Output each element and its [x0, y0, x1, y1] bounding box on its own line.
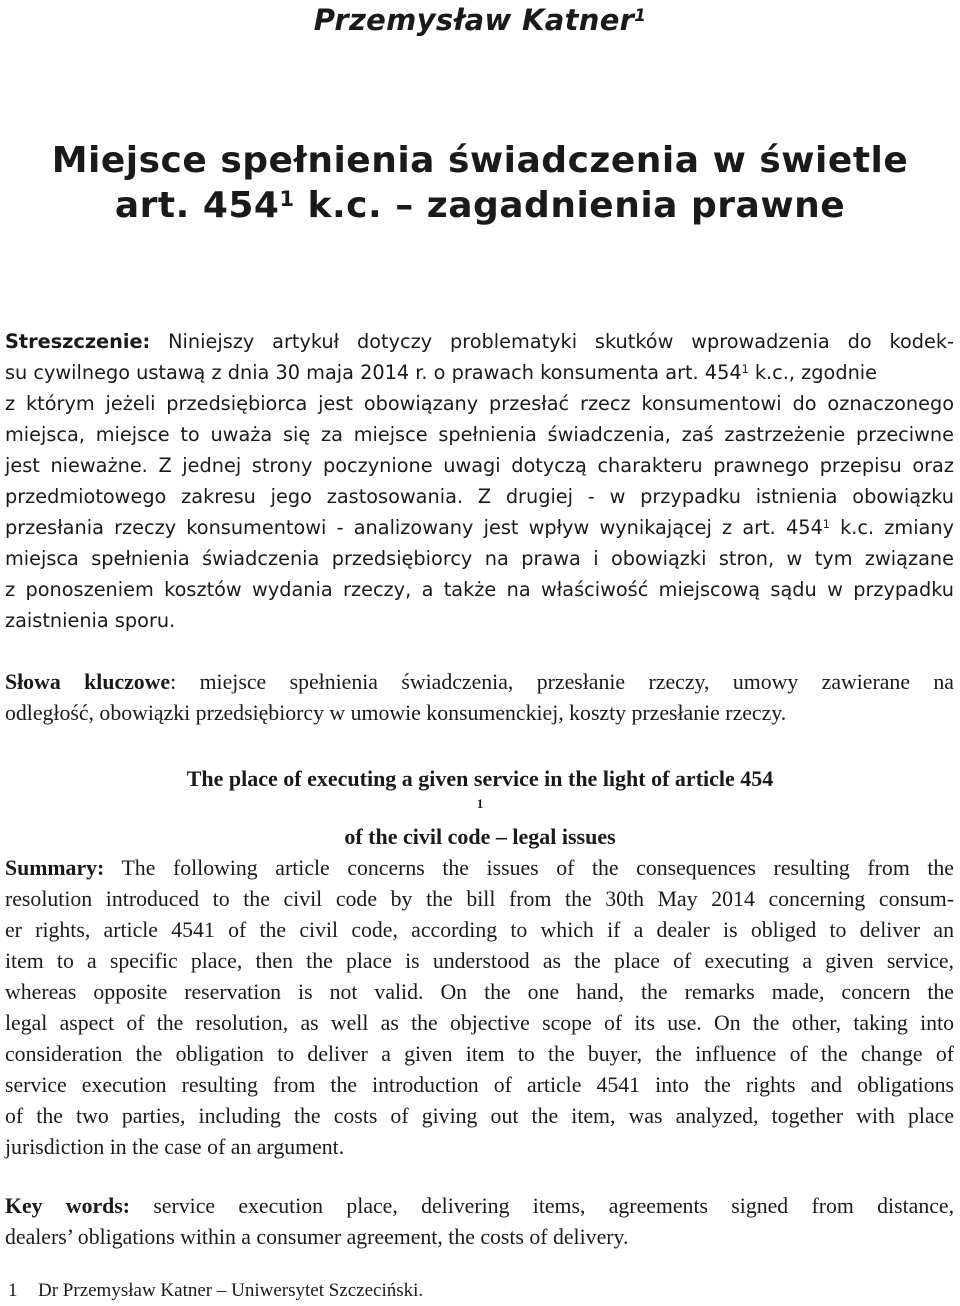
keywords-pl-text: : miejsce spełnienia świadczenia, przesłanie rzeczy, umowy zawierane na — [170, 670, 954, 694]
abstract-pl-sup: 1 — [741, 362, 749, 376]
summary-en-label: Summary: — [5, 856, 105, 880]
summary-en-line: whereas opposite reservation is not valid. On the one hand, the remarks made, concern the — [5, 980, 954, 1004]
article-title-pl-line-2 — [0, 183, 960, 228]
author-footnote-mark: 1 — [634, 4, 647, 25]
abstract-pl-line: z którym jeżeli przedsiębiorca jest obowiązany przesłać rzecz konsumentowi do oznaczonego — [5, 392, 954, 415]
article-title-pl — [0, 138, 960, 228]
abstract-pl-text: k.c. zmiany — [840, 516, 954, 539]
author-name — [0, 2, 960, 38]
summary-en-line: service execution resulting from the introduction of article 4541 into the rights and obligations — [5, 1073, 954, 1097]
abstract-pl-line — [5, 357, 954, 388]
abstract-pl-text: Niniejszy artykuł dotyczy problematyki skutków wprowadzenia do kodek- — [168, 330, 954, 353]
summary-en-line: legal aspect of the resolution, as well as the objective scope of its use. On the other, taking into — [5, 1011, 954, 1035]
abstract-pl-line: zaistnienia sporu. — [5, 609, 176, 632]
summary-en-line: jurisdiction in the case of an argument. — [5, 1135, 345, 1159]
abstract-pl-sup: 1 — [822, 517, 830, 531]
footnote-text: Dr Przemysław Katner – Uniwersytet Szczeciński. — [38, 1280, 424, 1301]
summary-en — [5, 853, 954, 1163]
article-title-pl-line-1: Miejsce spełnienia świadczenia w świetle — [51, 140, 909, 181]
article-title-en-line-2: of the civil code – legal issues — [344, 824, 616, 849]
article-title-pl-sup: 1 — [279, 186, 295, 211]
abstract-pl-text: Z jednej strony poczynione uwagi dotyczą charakteru prawnego przepisu oraz — [158, 454, 954, 477]
keywords-en-label: Key words: — [5, 1194, 131, 1218]
summary-en-line: item to a specific place, then the place is understood as the place of executing a given service, — [5, 949, 954, 973]
article-title-en-line-1-text: The place of executing a given service in the light of article 454 — [186, 766, 774, 791]
abstract-pl-text: jest nieważne. — [5, 454, 148, 477]
abstract-pl — [5, 326, 954, 636]
abstract-pl-label: Streszczenie: — [5, 330, 151, 353]
summary-en-line: resolution introduced to the civil code by the bill from the 30th May 2014 concerning consum- — [5, 887, 954, 911]
article-title-pl-line-2-post: k.c. – zagadnienia prawne — [294, 185, 846, 226]
summary-en-line: consideration the obligation to deliver a given item to the buyer, the influence of the change of — [5, 1042, 954, 1066]
abstract-pl-line — [5, 326, 954, 357]
keywords-pl — [5, 667, 954, 729]
article-title-en-sup: 1 — [476, 796, 484, 811]
footnote — [8, 1279, 423, 1303]
abstract-pl-text: przedmiotowego zakresu jego zastosowania. — [5, 485, 464, 508]
keywords-pl-line: odległość, obowiązki przedsiębiorcy w umowie konsumenckiej, koszty przesłanie rzeczy. — [5, 701, 787, 725]
abstract-pl-text: Z drugiej - w przypadku istnienia obowiązku — [477, 485, 954, 508]
summary-en-line: er rights, article 4541 of the civil code, according to which if a dealer is obliged to deliver an — [5, 918, 954, 942]
abstract-pl-line: miejsca, miejsce to uważa się za miejsce spełnienia świadczenia, zaś zastrzeżenie przeciwne — [5, 423, 954, 446]
abstract-pl-line — [5, 481, 954, 512]
abstract-pl-text: k.c., zgodnie — [754, 361, 878, 384]
article-title-pl-line-2-pre: art. 454 — [114, 185, 280, 226]
abstract-pl-line: miejsca spełnienia świadczenia przedsiębiorcy na prawa i obowiązki stron, w tym związane — [5, 547, 954, 570]
abstract-pl-line: z ponoszeniem kosztów wydania rzeczy, a także na właściwość miejscową sądu w przypadku — [5, 578, 954, 601]
abstract-pl-text: przesłania rzeczy konsumentowi - analizowany jest wpływ wynikającej z art. 454 — [5, 516, 823, 539]
abstract-pl-line — [5, 512, 954, 543]
summary-en-line — [5, 853, 954, 884]
summary-en-text: The following article concerns the issues of the consequences resulting from the — [121, 856, 954, 880]
summary-en-line: of the two parties, including the costs of giving out the item, was analyzed, together with place — [5, 1104, 954, 1128]
abstract-pl-text: su cywilnego ustawą z dnia 30 maja 2014 r. o prawach konsumenta art. 454 — [5, 361, 742, 384]
abstract-pl-line — [5, 450, 954, 481]
keywords-en-line: dealers’ obligations within a consumer agreement, the costs of delivery. — [5, 1225, 629, 1249]
keywords-pl-label: Słowa kluczowe — [5, 670, 171, 694]
article-title-en — [0, 764, 960, 851]
author-name-text: Przemysław Katner — [313, 3, 635, 37]
footnote-number: 1 — [8, 1280, 18, 1301]
keywords-en-text: service execution place, delivering items, agreements signed from distance, — [153, 1194, 955, 1218]
keywords-en — [5, 1191, 954, 1253]
keywords-pl-line — [5, 667, 954, 698]
keywords-en-line — [5, 1191, 954, 1222]
article-title-en-line-1 — [0, 764, 960, 822]
